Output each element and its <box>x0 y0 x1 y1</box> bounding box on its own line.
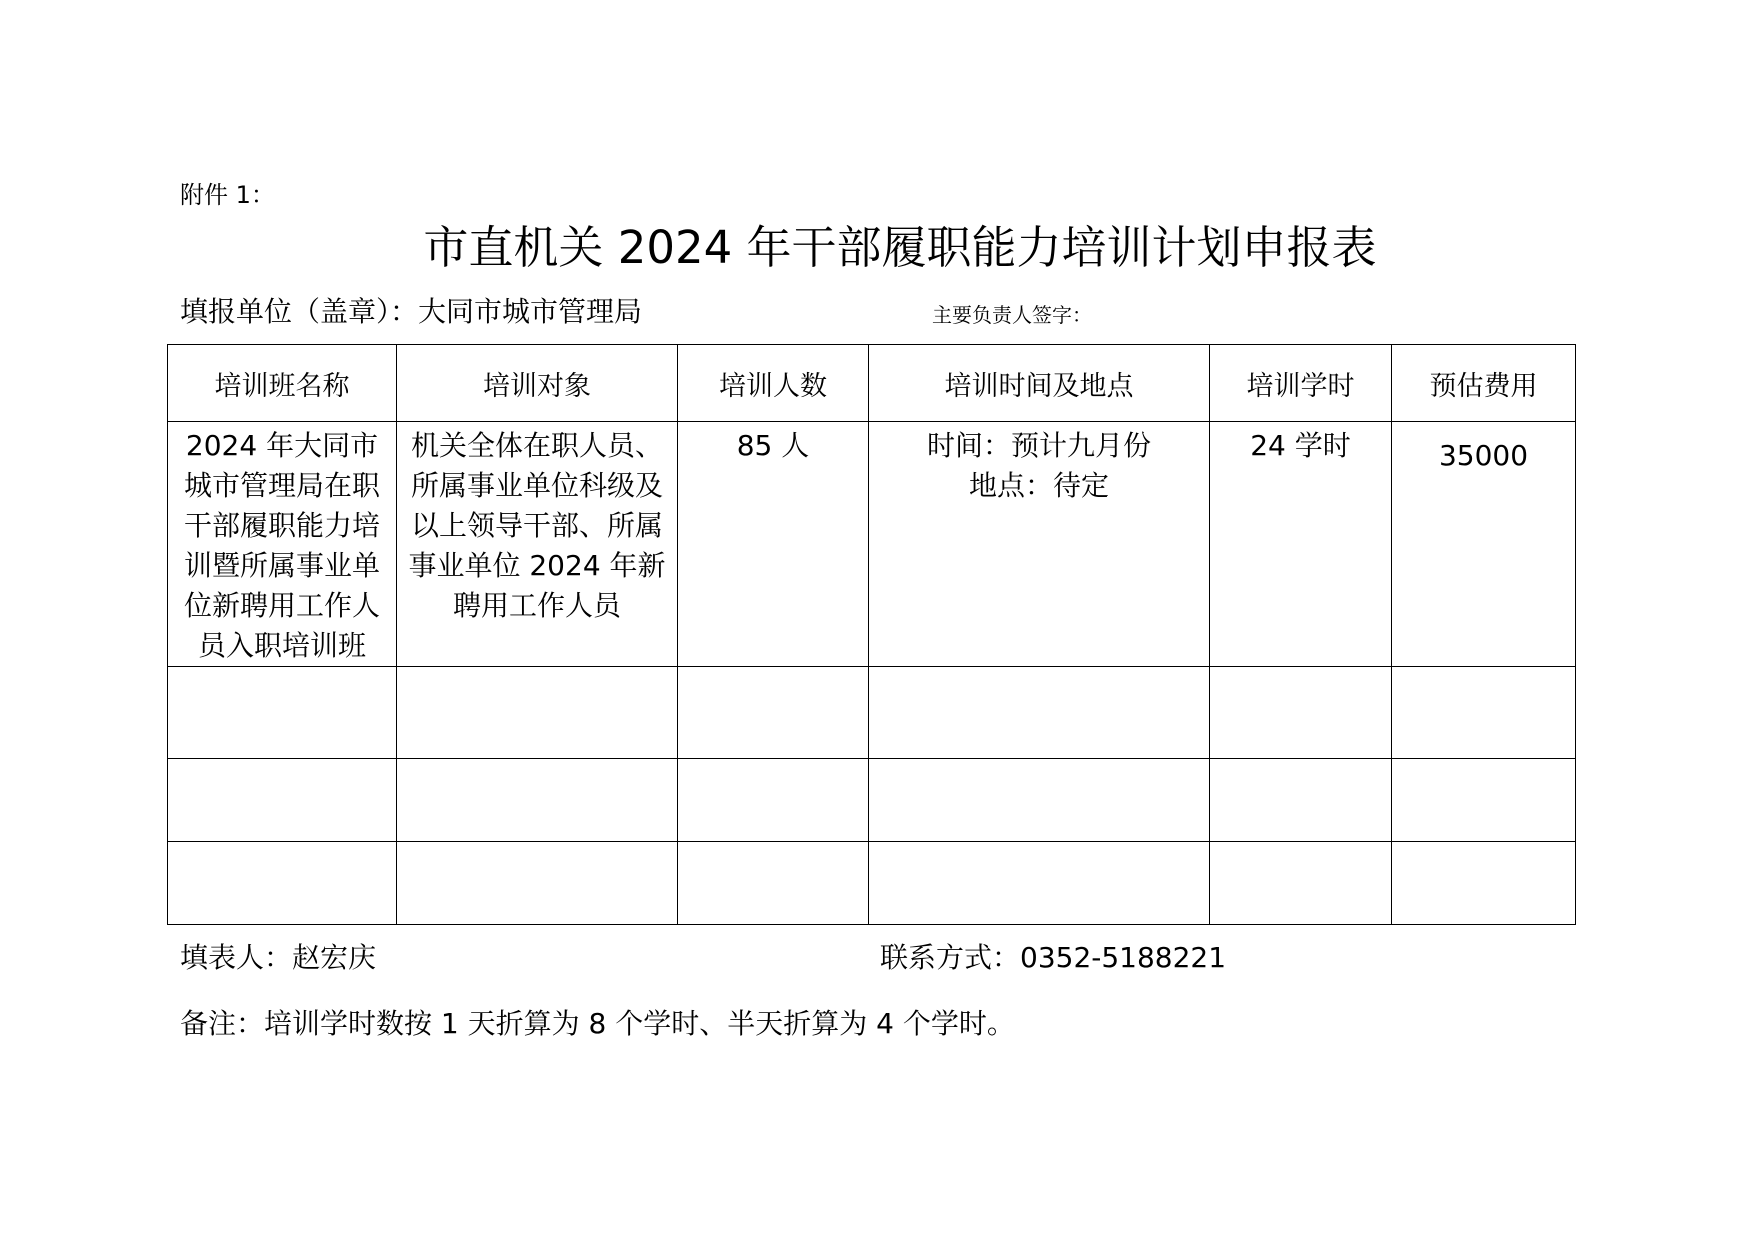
cell-hours <box>1210 422 1392 667</box>
empty-cell <box>397 667 678 759</box>
empty-cell <box>869 667 1210 759</box>
page-title: 市直机关 2024 年干部履职能力培训计划申报表 <box>423 221 1377 274</box>
header-target: 培训对象 <box>397 345 678 422</box>
header-class-name: 培训班名称 <box>168 345 397 422</box>
empty-cell <box>678 759 869 842</box>
empty-cell <box>168 842 397 925</box>
count-text: 85 人 <box>736 429 810 462</box>
cell-time-place <box>869 422 1210 667</box>
empty-cell <box>869 842 1210 925</box>
empty-cell <box>678 667 869 759</box>
cell-fee <box>1392 422 1576 667</box>
empty-cell <box>1392 667 1576 759</box>
empty-cell <box>168 759 397 842</box>
table-header-row <box>168 345 1576 422</box>
class-name-text: 2024 年大同市城市管理局在职干部履职能力培训暨所属事业单位新聘用工作人员入职培训班 <box>183 429 380 662</box>
empty-table-row <box>168 842 1576 925</box>
signature-label: 主要负责人签字： <box>932 303 1092 327</box>
empty-cell <box>678 842 869 925</box>
header-time-place: 培训时间及地点 <box>869 345 1210 422</box>
empty-cell <box>168 667 397 759</box>
target-text: 机关全体在职人员、所属事业单位科级及以上领导干部、所属事业单位 2024 年新聘用工作人员 <box>408 429 666 622</box>
remark-note: 备注：培训学时数按 1 天折算为 8 个学时、半天折算为 4 个学时。 <box>180 1007 1015 1040</box>
table-row <box>168 422 1576 667</box>
fee-text: 35000 <box>1438 439 1529 472</box>
contact-line: 联系方式：0352-5188221 <box>880 941 1227 974</box>
plan-table-wrapper <box>167 344 1575 925</box>
empty-cell <box>1392 842 1576 925</box>
reporting-unit-value: 大同市城市管理局 <box>418 295 643 328</box>
cell-class-name <box>168 422 397 667</box>
empty-cell <box>1210 842 1392 925</box>
empty-cell <box>1392 759 1576 842</box>
header-fee: 预估费用 <box>1392 345 1576 422</box>
cell-count <box>678 422 869 667</box>
empty-cell <box>397 842 678 925</box>
reporting-unit-label: 填报单位（盖章）： <box>180 295 419 328</box>
empty-cell <box>869 759 1210 842</box>
header-hours: 培训学时 <box>1210 345 1392 422</box>
cell-target <box>397 422 678 667</box>
empty-cell <box>397 759 678 842</box>
header-count: 培训人数 <box>678 345 869 422</box>
hours-text: 24 学时 <box>1250 429 1351 462</box>
time-place-text: 时间：预计九月份 地点：待定 <box>926 429 1151 502</box>
empty-table-row <box>168 667 1576 759</box>
preparer-line: 填表人：赵宏庆 <box>180 941 377 974</box>
attachment-label: 附件 1： <box>180 181 275 209</box>
empty-table-row <box>168 759 1576 842</box>
training-plan-table <box>167 344 1576 925</box>
reporting-unit <box>180 292 642 332</box>
empty-cell <box>1210 759 1392 842</box>
empty-cell <box>1210 667 1392 759</box>
